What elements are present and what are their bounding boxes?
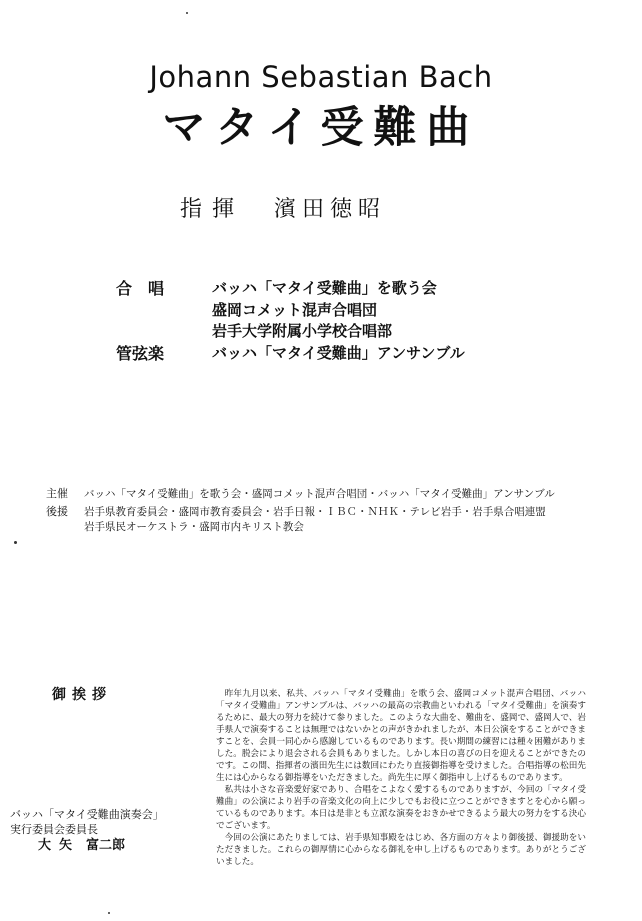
greeting-paragraph: 今回の公演にあたりましては、岩手県知事殿をはじめ、各方面の方々より御後援、御援助をいただきました。これらの御厚情に心からなる御礼を申し上げるものであります。ありがとうございました。 [216,833,586,867]
host-text: バッハ「マタイ受難曲」を歌う会・盛岡コメット混声合唱団・バッハ「マタイ受難曲」アンサンブル [84,488,555,500]
chorus-label: 合 唱 [116,279,165,298]
signature-name [38,834,125,853]
greeting-body [216,688,586,868]
scan-speck [186,12,188,14]
chorus-item: 盛岡コメット混声合唱団 [212,301,378,319]
chorus-item: 岩手大学附属小学校合唱部 [212,322,393,340]
scan-speck [14,541,17,544]
support-text: 岩手県教育委員会・盛岡市教育委員会・岩手日報・ＩＢＣ・ＮＨＫ・テレビ岩手・岩手県合唱連盟 [84,506,546,518]
signature-organization: バッハ「マタイ受難曲演奏会」 [10,808,164,821]
composer-name: Johann Sebastian Bach [149,60,493,94]
orchestra-label: 管弦楽 [116,344,165,363]
support-label: 後援 [46,505,68,518]
greeting-heading: 御挨拶 [52,687,112,703]
orchestra-name: バッハ「マタイ受難曲」アンサンブル [212,344,465,362]
scan-speck [108,912,110,914]
work-title: マタイ受難曲 [162,103,480,153]
greeting-paragraph: 昨年九月以来、私共、バッハ「マタイ受難曲」を歌う会、盛岡コメット混声合唱団、バッハ「マタイ受難曲」アンサンブルは、バッハの最高の宗教曲といわれる「マタイ受難曲」を演奏するために、最大の努力を続けて参りました。このような大曲を、難曲を、盛岡で、盛岡人で、岩手県人で演奏することは無理ではないかとの声がきかれましたが、本日公演をすることができますことを、会員一同心から感謝しているものであります。長い期間の練習には種々困難がありました。脱会により退会される会員もありました。しかし本日の喜びの日を迎えることができたのです。この間、指揮者の濱田先生には数回にわたり直接御指導を受けました。合唱指導の松田先生には心からなる御指導をいただきました。尚先生に厚く御指申し上げるものであります。 [216,689,586,783]
support-text: 岩手県民オーケストラ・盛岡市内キリスト教会 [84,521,304,533]
host-label: 主催 [46,487,68,500]
signature-family-name: 大矢 [38,838,81,853]
signature-given-name: 富二郎 [86,838,126,853]
signature-title: 実行委員会委員長 [10,823,98,836]
greeting-paragraph: 私共は小さな音楽愛好家であり、合唱をこよなく愛するものでありますが、今回の「マタイ受難曲」の公演により岩手の音楽文化の向上に少しでもお役に立つことができますとを心から願っているものであります。本日は是非とも立派な演奏をおきかせできるよう最大の努力をする決心でございます。 [216,785,586,831]
chorus-item: バッハ「マタイ受難曲」を歌う会 [212,279,437,297]
conductor-name: 濱田徳昭 [274,197,387,222]
conductor-role: 指揮 [180,197,245,222]
conductor-line [180,192,386,223]
